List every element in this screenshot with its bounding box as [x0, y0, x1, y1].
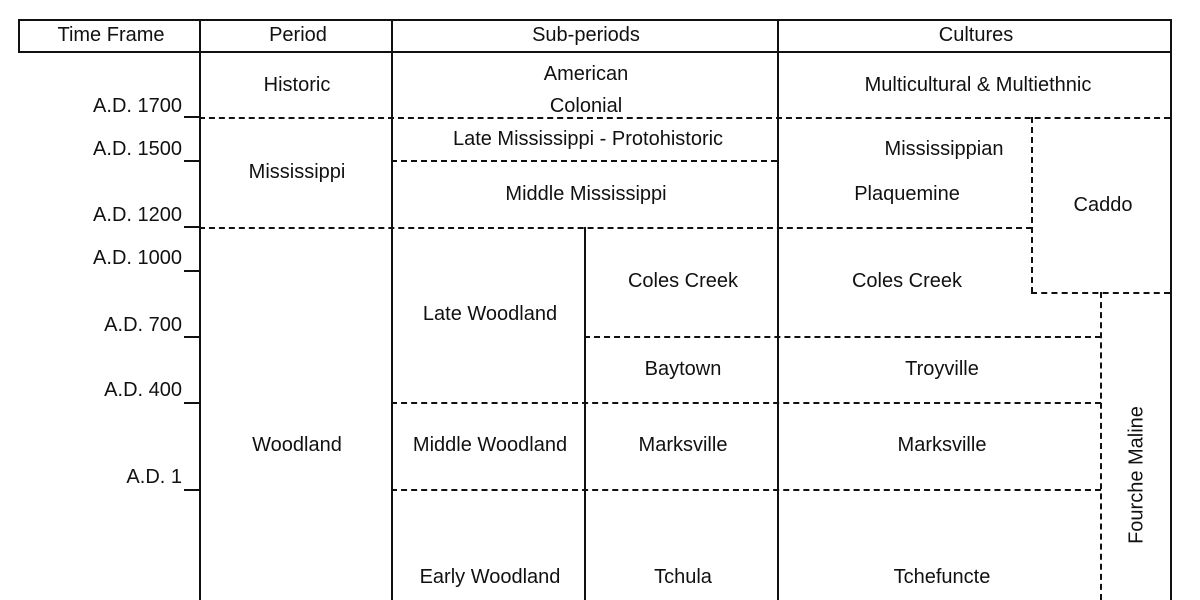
period-historic: Historic — [263, 74, 331, 96]
time-period-divider — [199, 19, 201, 600]
time-ad1700: A.D. 1700 — [93, 95, 182, 117]
table-top-border — [18, 19, 1172, 21]
time-ad700: A.D. 700 — [104, 314, 182, 336]
tick-ad1500 — [184, 160, 200, 162]
subperiod-middle-woodland: Middle Woodland — [412, 434, 568, 456]
late-middle-mississippi-boundary — [391, 160, 777, 162]
subperiod-baytown: Baytown — [644, 358, 722, 380]
middle-early-woodland-boundary — [391, 489, 1101, 491]
time-ad1000: A.D. 1000 — [93, 247, 182, 269]
culture-multicultural: Multicultural & Multiethnic — [864, 74, 1092, 96]
coles-creek-baytown-boundary — [584, 336, 1101, 338]
subperiod-middle-mississippi: Middle Mississippi — [505, 183, 667, 205]
culture-caddo: Caddo — [1073, 194, 1133, 216]
culture-coles-creek: Coles Creek — [851, 270, 963, 292]
culture-fourche-maline: Fourche Maline — [1125, 406, 1148, 544]
subperiod-tchula: Tchula — [654, 566, 712, 588]
period-woodland: Woodland — [252, 434, 342, 456]
culture-plaquemine: Plaquemine — [854, 183, 960, 205]
subperiod-coles-creek: Coles Creek — [627, 270, 739, 292]
subperiod-american: American — [543, 63, 629, 85]
culture-mississippian: Mississippian — [884, 138, 1004, 160]
tick-ad1200 — [184, 226, 200, 228]
header-bottom-border — [18, 51, 1172, 53]
time-ad400: A.D. 400 — [104, 379, 182, 401]
subperiod-culture-divider — [777, 19, 779, 600]
fourche-maline-left-boundary — [1100, 292, 1102, 600]
tick-ad1700 — [184, 116, 200, 118]
time-ad1200: A.D. 1200 — [93, 204, 182, 226]
left-border — [18, 19, 20, 52]
period-subperiod-divider — [391, 19, 393, 600]
historic-mississippi-boundary — [199, 117, 1170, 119]
time-ad1500: A.D. 1500 — [93, 138, 182, 160]
subperiod-early-woodland: Early Woodland — [419, 566, 561, 588]
period-mississippi: Mississippi — [248, 161, 346, 183]
subperiod-late-woodland: Late Woodland — [422, 303, 558, 325]
mississippi-woodland-boundary — [199, 227, 1032, 229]
time-ad1: A.D. 1 — [126, 466, 182, 488]
culture-tchefuncte: Tchefuncte — [893, 566, 991, 588]
tick-ad1 — [184, 489, 200, 491]
tick-ad1000 — [184, 270, 200, 272]
right-border — [1170, 19, 1172, 600]
culture-troyville: Troyville — [905, 358, 979, 380]
culture-marksville: Marksville — [897, 434, 987, 456]
woodland-subdivider — [584, 227, 586, 600]
subperiod-late-mississippi: Late Mississippi - Protohistoric — [452, 128, 724, 150]
subperiod-marksville: Marksville — [638, 434, 728, 456]
subperiod-colonial: Colonial — [549, 95, 623, 117]
tick-ad700 — [184, 336, 200, 338]
caddo-left-boundary — [1031, 117, 1033, 293]
tick-ad400 — [184, 402, 200, 404]
header-time-frame: Time Frame — [57, 24, 165, 46]
header-cultures: Cultures — [938, 24, 1014, 46]
header-sub-periods: Sub-periods — [532, 24, 640, 46]
header-period: Period — [269, 24, 327, 46]
late-middle-woodland-boundary — [391, 402, 1101, 404]
